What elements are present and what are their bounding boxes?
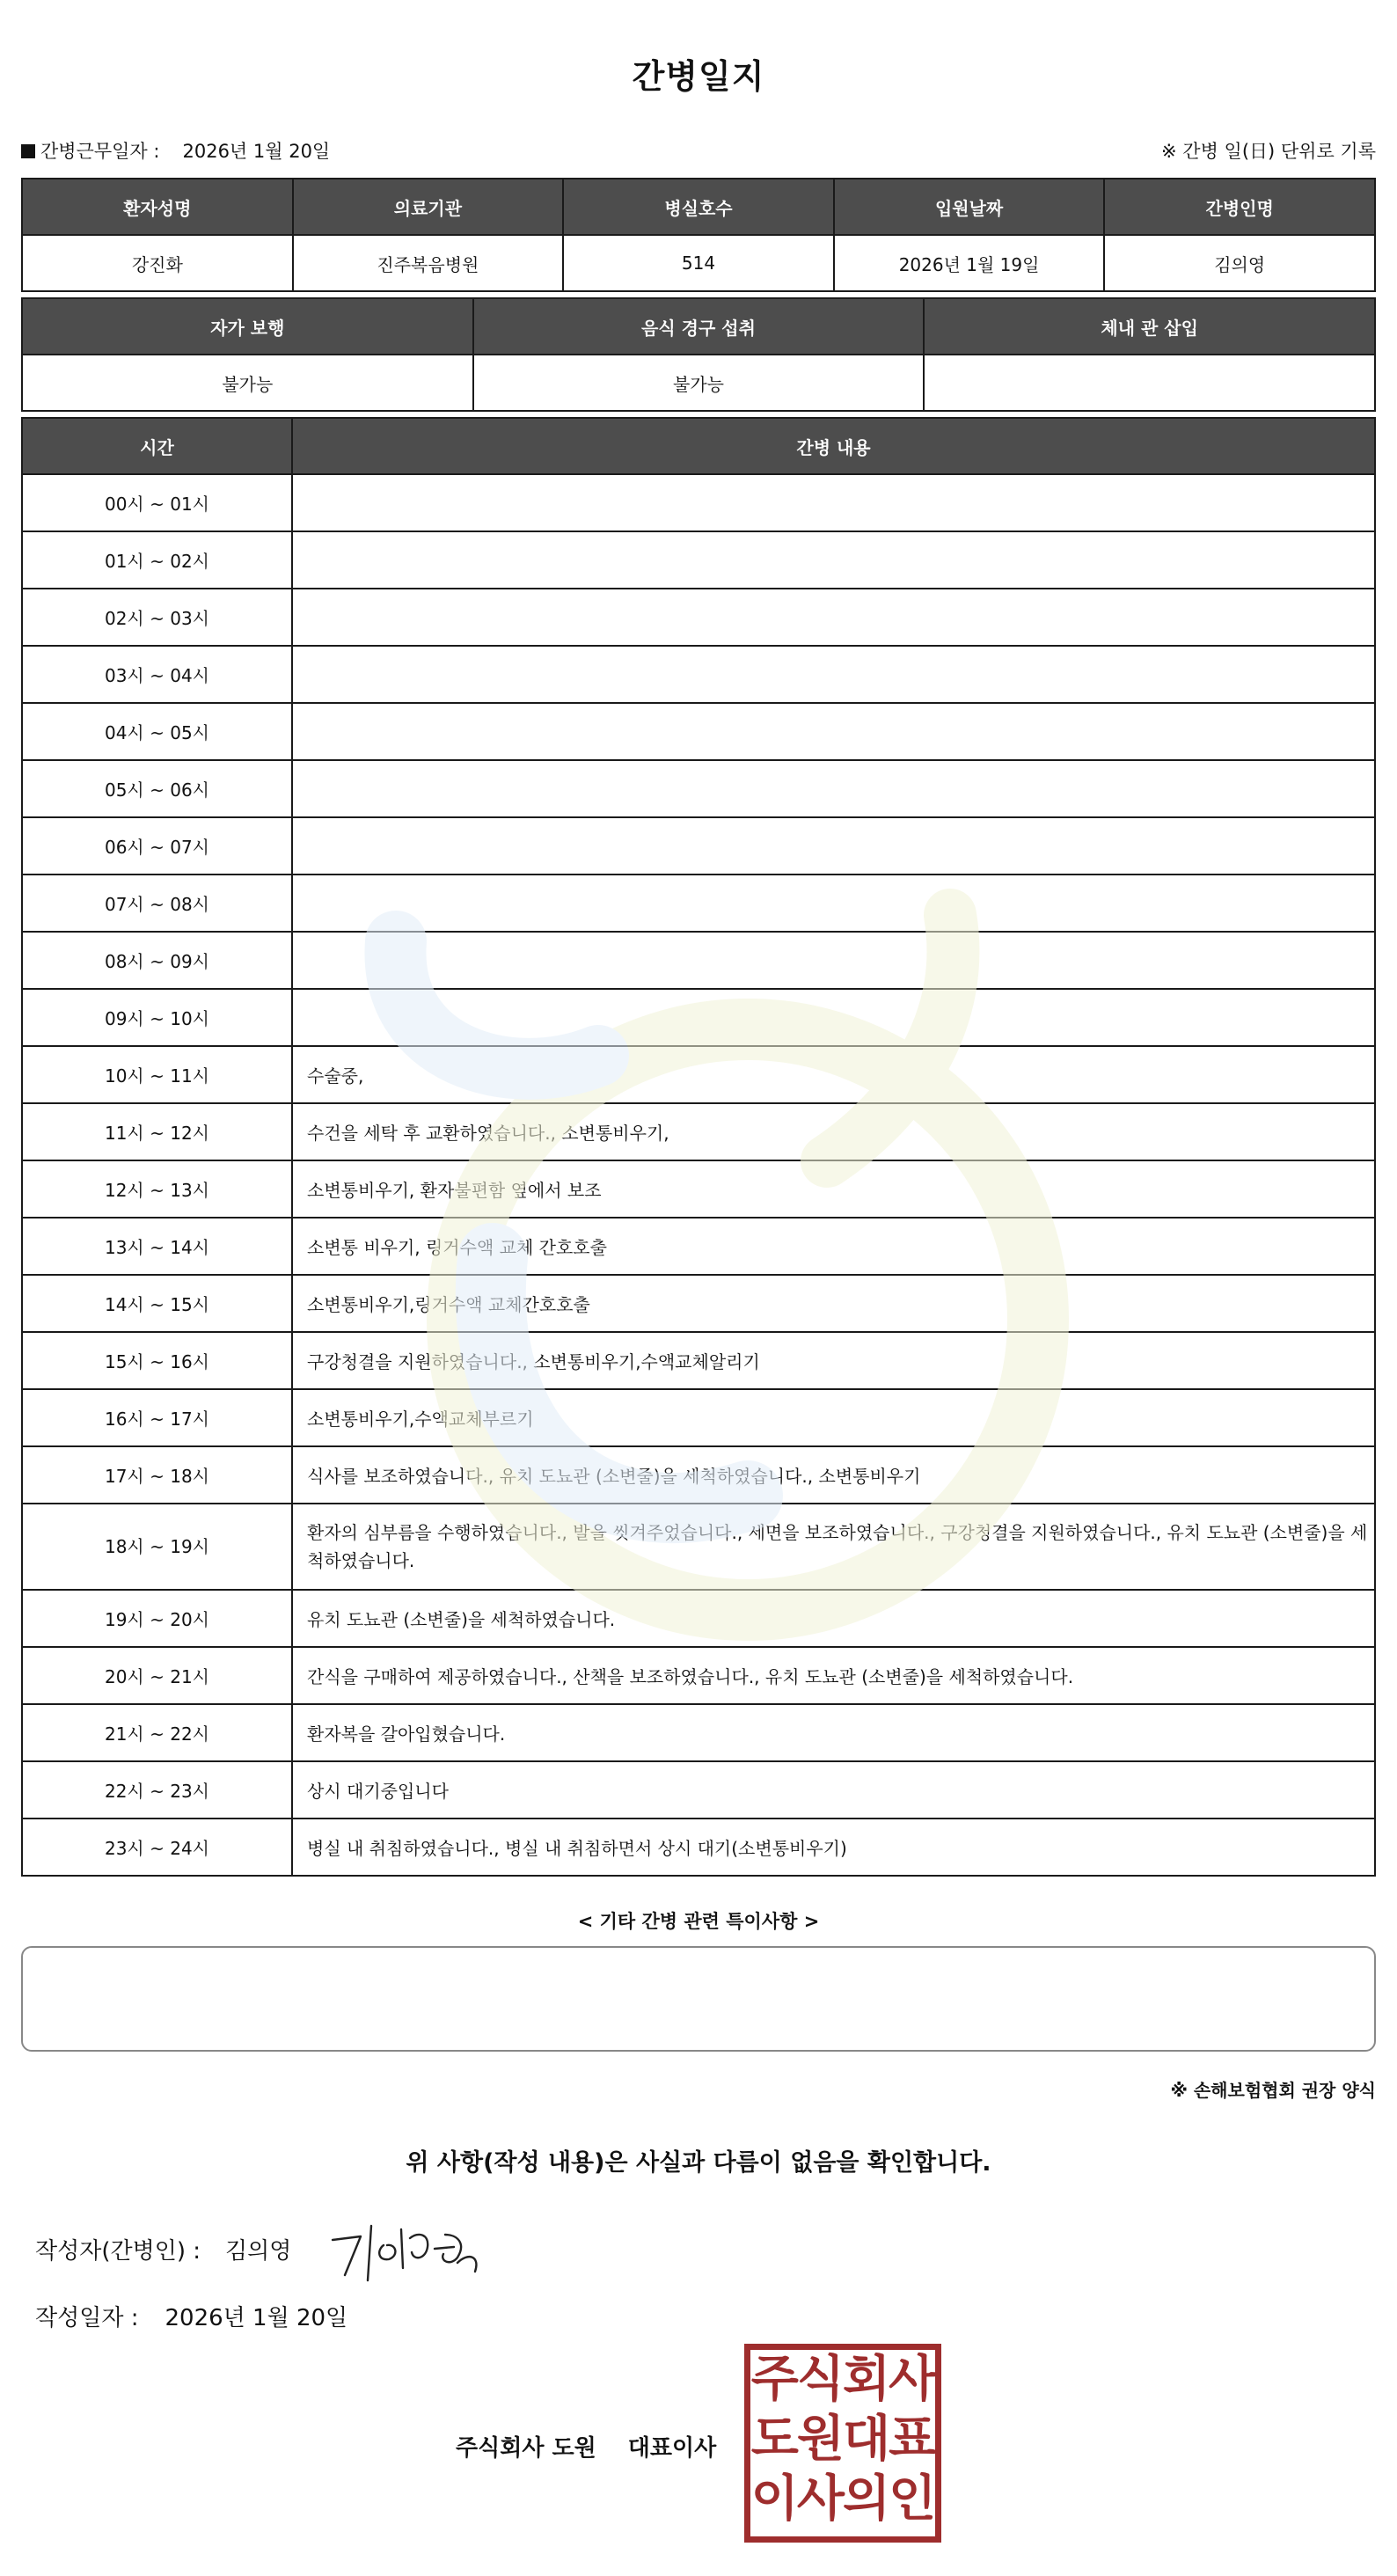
work-date-value: 2026년 1월 20일 (182, 141, 331, 162)
care-content (292, 589, 1375, 646)
time-slot: 12시 ~ 13시 (22, 1160, 292, 1218)
table-row (22, 531, 1375, 589)
table-row (22, 646, 1375, 703)
writer-line (35, 2233, 291, 2265)
time-slot: 00시 ~ 01시 (22, 474, 292, 531)
handwritten-signature (325, 2217, 493, 2287)
admission-date: 2026년 1월 19일 (834, 235, 1105, 291)
care-log-table (21, 417, 1376, 1877)
care-content (292, 531, 1375, 589)
table-row (22, 1046, 1375, 1103)
patient-name: 강진화 (22, 235, 293, 291)
care-content (292, 875, 1375, 932)
self-walking-value: 불가능 (22, 355, 473, 411)
time-slot: 09시 ~ 10시 (22, 989, 292, 1046)
table-row (22, 1160, 1375, 1218)
table-row (22, 1590, 1375, 1647)
table-row (22, 932, 1375, 989)
table-row (22, 760, 1375, 817)
care-content: 환자의 심부름을 수행하였습니다., 발을 씻겨주었습니다., 세면을 보조하였습니다., 구강청결을 지원하였습니다., 유치 도뇨관 (소변줄)을 세척하였습니다. (292, 1504, 1375, 1590)
seal-line: 주식회사 (750, 2351, 935, 2408)
table-row (22, 1761, 1375, 1819)
seal-line: 도원대표 (750, 2411, 935, 2468)
time-slot: 11시 ~ 12시 (22, 1103, 292, 1160)
time-slot: 15시 ~ 16시 (22, 1332, 292, 1389)
written-date-label: 작성일자 : (35, 2305, 139, 2331)
hospital-name: 진주복음병원 (293, 235, 564, 291)
table-row (22, 1218, 1375, 1275)
care-content: 소변통 비우기, 링거수액 교체 간호호출 (292, 1218, 1375, 1275)
care-content: 소변통비우기, 환자불편함 옆에서 보조 (292, 1160, 1375, 1218)
care-content (292, 989, 1375, 1046)
oral-intake-value: 불가능 (473, 355, 925, 411)
care-content (292, 703, 1375, 760)
table-row (22, 1446, 1375, 1504)
care-content: 소변통비우기,링거수액 교체간호호출 (292, 1275, 1375, 1332)
care-content: 병실 내 취침하였습니다., 병실 내 취침하면서 상시 대기(소변통비우기) (292, 1819, 1375, 1876)
header-caregiver-name: 간병인명 (1104, 179, 1375, 235)
time-slot: 19시 ~ 20시 (22, 1590, 292, 1647)
table-row (22, 989, 1375, 1046)
time-slot: 21시 ~ 22시 (22, 1704, 292, 1761)
time-slot: 16시 ~ 17시 (22, 1389, 292, 1446)
time-slot: 08시 ~ 09시 (22, 932, 292, 989)
table-row (22, 1275, 1375, 1332)
care-content: 환자복을 갈아입혔습니다. (292, 1704, 1375, 1761)
time-slot: 23시 ~ 24시 (22, 1819, 292, 1876)
time-slot: 22시 ~ 23시 (22, 1761, 292, 1819)
care-content (292, 817, 1375, 875)
table-row (22, 1819, 1375, 1876)
table-row (22, 875, 1375, 932)
table-row (22, 1389, 1375, 1446)
table-row (22, 703, 1375, 760)
header-hospital: 의료기관 (293, 179, 564, 235)
care-content (292, 760, 1375, 817)
table-row (22, 1332, 1375, 1389)
record-unit-note: ※ 간병 일(日) 단위로 기록 (1161, 141, 1376, 162)
work-date-label: 간병근무일자 (40, 141, 148, 162)
seal-line: 이사의인 (750, 2470, 935, 2528)
care-content: 간식을 구매하여 제공하였습니다., 산책을 보조하였습니다., 유치 도뇨관 (소변줄)을 세척하였습니다. (292, 1647, 1375, 1704)
company-name: 주식회사 도원 (456, 2435, 596, 2462)
time-slot: 03시 ~ 04시 (22, 646, 292, 703)
time-slot: 01시 ~ 02시 (22, 531, 292, 589)
care-content: 수건을 세탁 후 교환하였습니다., 소변통비우기, (292, 1103, 1375, 1160)
table-row (22, 1704, 1375, 1761)
time-slot: 04시 ~ 05시 (22, 703, 292, 760)
representative-title: 대표이사 (627, 2435, 717, 2462)
table-row (22, 1647, 1375, 1704)
time-slot: 06시 ~ 07시 (22, 817, 292, 875)
table-row (22, 817, 1375, 875)
header-time: 시간 (22, 418, 292, 474)
time-slot: 17시 ~ 18시 (22, 1446, 292, 1504)
square-bullet-icon (21, 144, 35, 158)
care-content: 구강청결을 지원하였습니다., 소변통비우기,수액교체알리기 (292, 1332, 1375, 1389)
time-slot: 14시 ~ 15시 (22, 1275, 292, 1332)
time-slot: 05시 ~ 06시 (22, 760, 292, 817)
header-patient-name: 환자성명 (22, 179, 293, 235)
work-date (21, 137, 330, 164)
time-slot: 07시 ~ 08시 (22, 875, 292, 932)
time-slot: 02시 ~ 03시 (22, 589, 292, 646)
notes-box (21, 1946, 1376, 2052)
caregiver-name: 김의영 (1104, 235, 1375, 291)
header-room-number: 병실호수 (563, 179, 834, 235)
header-self-walking: 자가 보행 (22, 298, 473, 355)
patient-info-table (21, 178, 1376, 292)
written-date-value: 2026년 1월 20일 (165, 2305, 348, 2331)
care-content: 유치 도뇨관 (소변줄)을 세척하였습니다. (292, 1590, 1375, 1647)
care-content: 상시 대기중입니다 (292, 1761, 1375, 1819)
time-slot: 18시 ~ 19시 (22, 1504, 292, 1590)
table-row (22, 589, 1375, 646)
writer-label: 작성자(간병인) : (35, 2238, 201, 2265)
table-row (22, 474, 1375, 531)
header-oral-intake: 음식 경구 섭취 (473, 298, 925, 355)
care-content: 식사를 보조하였습니다., 유치 도뇨관 (소변줄)을 세척하였습니다., 소변통비우기 (292, 1446, 1375, 1504)
association-note: ※ 손해보험협회 권장 양식 (1170, 2080, 1376, 2101)
work-date-separator: : (153, 141, 160, 162)
care-content: 소변통비우기,수액교체부르기 (292, 1389, 1375, 1446)
care-content (292, 932, 1375, 989)
page-title: 간병일지 (632, 57, 765, 96)
time-slot: 10시 ~ 11시 (22, 1046, 292, 1103)
room-number: 514 (563, 235, 834, 291)
header-tube-insertion: 체내 관 삽입 (924, 298, 1375, 355)
table-row (22, 1504, 1375, 1590)
time-slot: 13시 ~ 14시 (22, 1218, 292, 1275)
care-content (292, 474, 1375, 531)
care-content: 수술중, (292, 1046, 1375, 1103)
patient-status-table (21, 297, 1376, 412)
notes-title: < 기타 간병 관련 특이사항 > (577, 1911, 820, 1932)
written-date-line (35, 2300, 347, 2332)
writer-name: 김의영 (225, 2238, 292, 2265)
header-care-content: 간병 내용 (292, 418, 1375, 474)
time-slot: 20시 ~ 21시 (22, 1647, 292, 1704)
company-line (456, 2430, 716, 2463)
table-row (22, 1103, 1375, 1160)
header-admission-date: 입원날짜 (834, 179, 1105, 235)
care-content (292, 646, 1375, 703)
company-seal-stamp (744, 2344, 941, 2543)
tube-insertion-value (924, 355, 1375, 411)
confirmation-statement: 위 사항(작성 내용)은 사실과 다름이 없음을 확인합니다. (406, 2149, 991, 2177)
